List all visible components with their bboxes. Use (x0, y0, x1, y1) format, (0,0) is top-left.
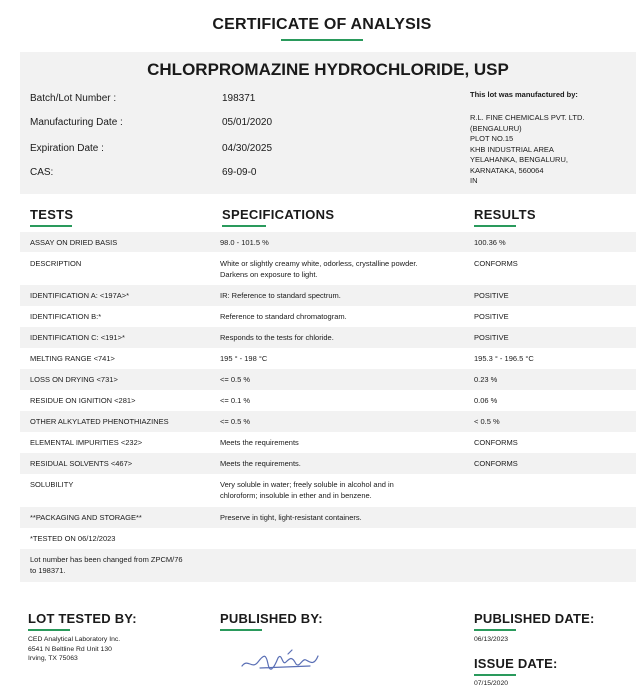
test-spec: Very soluble in water; freely soluble in alcohol and in chloroform; insoluble in ether and in benzene. (220, 480, 394, 500)
test-spec: <= 0.1 % (220, 396, 251, 405)
test-result: CONFORMS (474, 438, 518, 447)
table-row (20, 507, 636, 528)
manufacturing-date-value: 05/01/2020 (222, 117, 273, 128)
tested-on-row (20, 528, 636, 549)
test-result: < 0.5 % (474, 417, 500, 426)
table-row (20, 285, 636, 306)
table-row (20, 453, 636, 474)
test-spec: Preserve in tight, light-resistant containers. (220, 513, 362, 522)
tests-header-underline (30, 225, 72, 227)
document-title: CERTIFICATE OF ANALYSIS (212, 16, 432, 33)
signature-image (238, 646, 330, 676)
test-result: POSITIVE (474, 312, 509, 321)
test-name: RESIDUE ON IGNITION <281> (30, 396, 136, 405)
published-by-underline (220, 629, 262, 631)
lot-tested-by-underline (28, 629, 70, 631)
table-row (20, 432, 636, 453)
title-underline (281, 39, 363, 41)
test-name: ASSAY ON DRIED BASIS (30, 238, 118, 247)
test-result: 0.06 % (474, 396, 498, 405)
test-name: ELEMENTAL IMPURITIES <232> (30, 438, 143, 447)
issue-date-heading: ISSUE DATE: (474, 656, 558, 671)
test-result: 195.3 ° - 196.5 °C (474, 354, 534, 363)
cas-value: 69-09-0 (222, 167, 257, 178)
manufacturer-line: IN (470, 176, 478, 185)
table-row (20, 232, 636, 252)
test-spec: Reference to standard chromatogram. (220, 312, 347, 321)
manufacturer-line: YELAHANKA, BENGALURU, (470, 155, 568, 164)
table-row (20, 411, 636, 432)
lab-name: CED Analytical Laboratory Inc. (28, 636, 121, 643)
test-result: CONFORMS (474, 259, 518, 268)
table-row (20, 474, 636, 507)
test-spec: Responds to the tests for chloride. (220, 333, 334, 342)
published-date-heading: PUBLISHED DATE: (474, 611, 595, 626)
test-name: DESCRIPTION (30, 259, 82, 268)
manufacturer-line: R.L. FINE CHEMICALS PVT. LTD. (470, 113, 585, 122)
test-name: IDENTIFICATION C: <191>* (30, 333, 125, 342)
lab-city: Irving, TX 75063 (28, 655, 78, 662)
test-result: 100.36 % (474, 238, 506, 247)
test-name: LOSS ON DRYING <731> (30, 375, 118, 384)
test-spec: Meets the requirements. (220, 459, 301, 468)
table-row (20, 306, 636, 327)
test-result: 0.23 % (474, 375, 498, 384)
issue-date-underline (474, 674, 516, 676)
test-result: POSITIVE (474, 291, 509, 300)
batch-lot-value: 198371 (222, 93, 256, 104)
test-spec: IR: Reference to standard spectrum. (220, 291, 341, 300)
test-result: CONFORMS (474, 459, 518, 468)
table-row (20, 327, 636, 348)
test-name: MELTING RANGE <741> (30, 354, 115, 363)
batch-lot-label: Batch/Lot Number : (30, 93, 117, 104)
test-name: **PACKAGING AND STORAGE** (30, 513, 142, 522)
product-name: CHLORPROMAZINE HYDROCHLORIDE, USP (147, 60, 509, 79)
published-date-underline (474, 629, 516, 631)
test-result: POSITIVE (474, 333, 509, 342)
test-name: IDENTIFICATION A: <197A>* (30, 291, 130, 300)
specifications-column-header: SPECIFICATIONS (222, 207, 335, 222)
test-spec: 98.0 - 101.5 % (220, 238, 269, 247)
manufacturer-line: (BENGALURU) (470, 123, 522, 133)
lab-address: 6541 N Beltline Rd Unit 130 (28, 645, 112, 653)
lot-change-note: Lot number has been changed from ZPCM/76 to 198371. (30, 555, 183, 575)
table-row (20, 369, 636, 390)
manufacturer-line: PLOT NO.15 (470, 134, 514, 143)
test-spec: 195 ° - 198 °C (220, 354, 268, 363)
published-by-heading: PUBLISHED BY: (220, 611, 323, 626)
tests-column-header: TESTS (30, 207, 74, 222)
expiration-date-value: 04/30/2025 (222, 143, 273, 154)
test-spec: White or slightly creamy white, odorless, crystalline powder. Darkens on exposure to light. (220, 259, 418, 279)
test-spec: Meets the requirements (220, 438, 299, 447)
cas-label: CAS: (30, 167, 54, 178)
test-name: OTHER ALKYLATED PHENOTHIAZINES (30, 417, 169, 426)
lot-tested-by-heading: LOT TESTED BY: (28, 611, 137, 626)
issue-date-value: 07/15/2020 (474, 680, 509, 687)
table-row (20, 253, 636, 287)
specifications-header-underline (222, 225, 266, 227)
results-column-header: RESULTS (474, 207, 536, 222)
table-row (20, 390, 636, 411)
test-spec: <= 0.5 % (220, 417, 251, 426)
table-row (20, 348, 636, 369)
test-spec: <= 0.5 % (220, 375, 251, 384)
lot-note-row (20, 549, 636, 582)
results-header-underline (474, 225, 516, 227)
test-name: SOLUBILITY (30, 480, 74, 489)
tested-on-note: *TESTED ON 06/12/2023 (30, 534, 116, 543)
test-name: IDENTIFICATION B:* (30, 312, 102, 321)
manufacturing-date-label: Manufacturing Date : (30, 117, 123, 128)
published-date-value: 06/13/2023 (474, 636, 509, 643)
manufacturer-line: KARNATAKA, 560064 (470, 165, 544, 175)
manufacturer-heading: This lot was manufactured by: (470, 90, 578, 99)
manufacturer-line: KHB INDUSTRIAL AREA (470, 144, 554, 154)
expiration-date-label: Expiration Date : (30, 143, 104, 154)
test-name: RESIDUAL SOLVENTS <467> (30, 459, 133, 468)
